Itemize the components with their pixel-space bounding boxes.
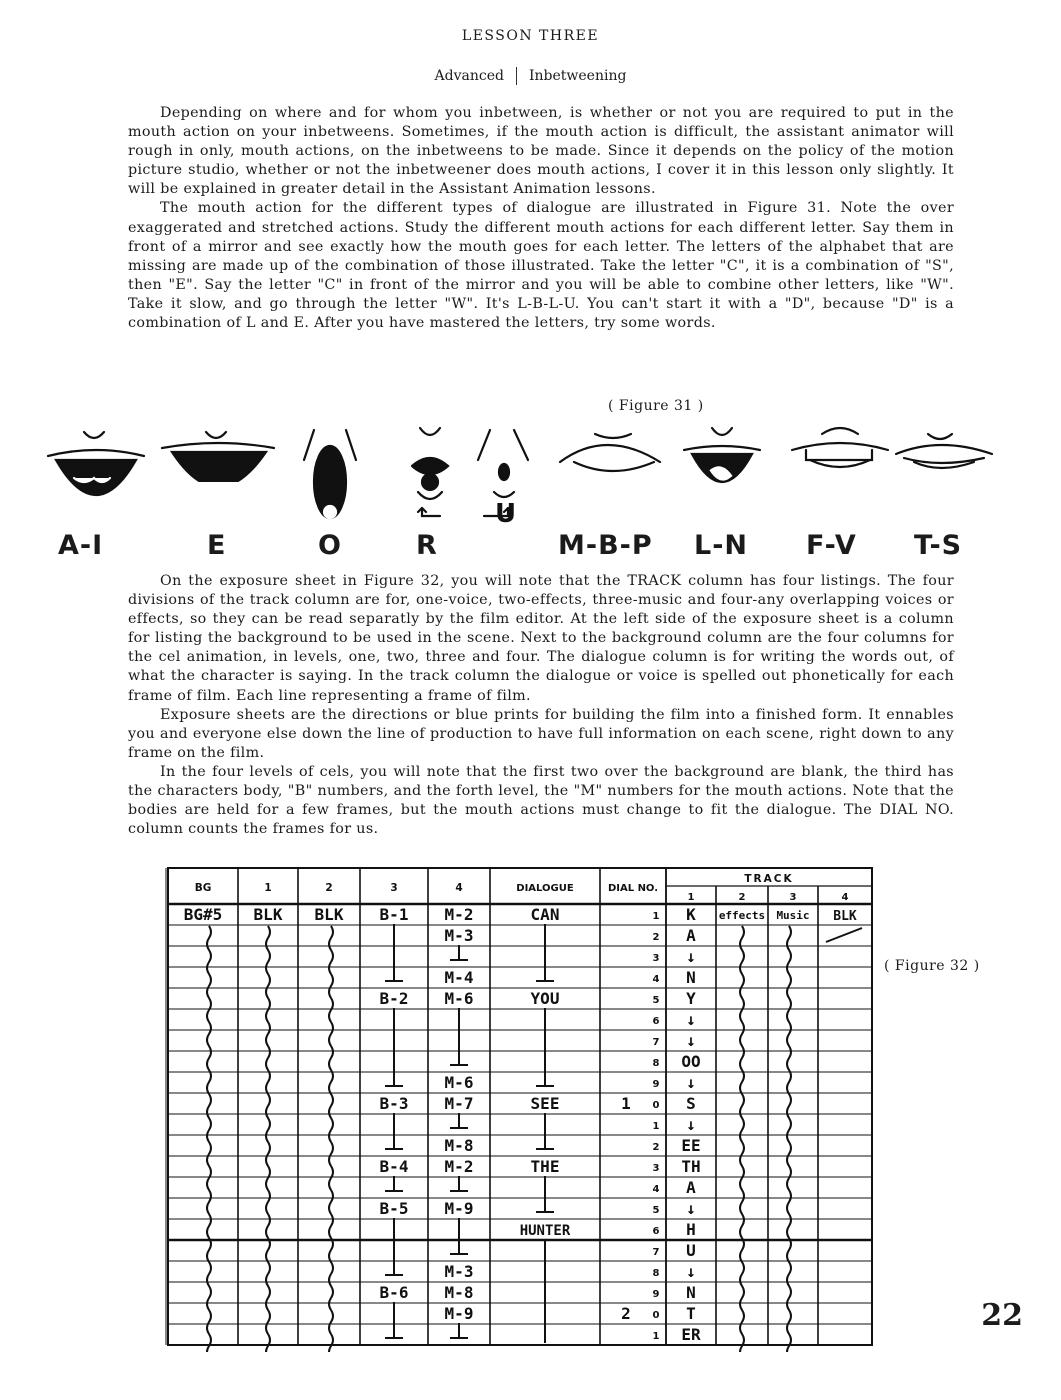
page-number: 22: [981, 1298, 1023, 1333]
track-subheader: 4: [841, 892, 849, 903]
cell-text: M-3: [444, 926, 474, 945]
cell-text: M-2: [444, 905, 474, 924]
track-voice: ER: [681, 1325, 701, 1344]
frame-number: 7: [652, 1037, 660, 1048]
mouth-t-s-icon: [896, 434, 992, 468]
track-voice: N: [686, 968, 696, 987]
body-text-bottom: [128, 572, 954, 839]
track-voice: ↓: [686, 1199, 696, 1218]
mouth-o-icon: [304, 430, 356, 518]
letter-label: R: [416, 530, 438, 561]
frame-number: 5: [652, 1205, 660, 1216]
mouth-m-b-p-icon: [560, 434, 660, 471]
letter-label: O: [318, 530, 342, 561]
cell-text: M-8: [444, 1283, 474, 1302]
cell-text: YOU: [530, 989, 560, 1008]
frame-number: 4: [652, 1184, 660, 1195]
cell-text: B-5: [379, 1199, 409, 1218]
track-voice: A: [686, 1178, 696, 1197]
cell-text: B-6: [379, 1283, 409, 1302]
cell-text: SEE: [530, 1094, 560, 1113]
frame-number: 1: [652, 911, 660, 922]
frame-number: 3: [652, 1163, 660, 1174]
paragraph: Depending on where and for whom you inbetween, is whether or not you are required to put in the mouth action on your inbetweens. Sometimes, if the mouth action is difficult, the assistant animator will rough in only, mouth actions, on the inbetweens to be made. Since it depends on the policy of the motion picture studio, whether or not the inbetweener does mouth actions, I cover it in this lesson only slightly. It will be explained in greater detail in the Assistant Animation lessons.: [128, 105, 954, 198]
track-voice: ↓: [686, 1073, 696, 1092]
lesson-subtitle: [0, 67, 1061, 85]
cell-text: B-4: [379, 1157, 409, 1176]
mouth-a-i-icon: [48, 432, 144, 495]
track-voice: ↓: [686, 1010, 696, 1029]
frame-number: 7: [652, 1247, 660, 1258]
frame-number: 2: [652, 1142, 660, 1153]
cell-text: M-8: [444, 1136, 474, 1155]
cell-text: M-9: [444, 1199, 474, 1218]
figure-31-caption: ( Figure 31 ): [608, 398, 704, 414]
column-header: 3: [390, 882, 398, 894]
track-voice: ↓: [686, 1115, 696, 1134]
track-voice: ↓: [686, 947, 696, 966]
subtitle-divider: [516, 67, 517, 85]
track-voice: A: [686, 926, 696, 945]
paragraph: In the four levels of cels, you will note that the first two over the background are blank, the third has the characters body, "B" numbers, and the forth level, the "M" numbers for the mouth actions. Note that the bodies are held for a few frames, but the mouth actions must change to fit the dialogue. The DIAL NO. column counts the frames for us.: [128, 763, 954, 838]
cell-text: B-3: [379, 1094, 409, 1113]
level1-hold-line: [266, 926, 270, 1352]
column-header: BG: [194, 882, 212, 894]
frame-number: 3: [652, 953, 660, 964]
u-label: U: [495, 499, 517, 529]
frame-number: 8: [652, 1268, 660, 1279]
track-voice: H: [686, 1220, 696, 1239]
column-header: 2: [325, 882, 333, 894]
effects-hold-line: [740, 926, 744, 1352]
overlap-strike: [826, 928, 862, 942]
column-header: DIALOGUE: [516, 883, 574, 894]
frame-number: 5: [652, 995, 660, 1006]
track-voice: T: [686, 1304, 696, 1323]
body-text-top: [128, 104, 954, 333]
mouth-e-icon: [162, 432, 274, 489]
frame-mark: 2: [621, 1304, 631, 1323]
cell-text: M-4: [444, 968, 474, 987]
track-header: TRACK: [744, 873, 794, 885]
music-hold-line: [787, 926, 791, 1352]
frame-number: 6: [652, 1226, 660, 1237]
frame-number: 1: [652, 1121, 660, 1132]
track-voice: TH: [681, 1157, 701, 1176]
track-voice: ↓: [686, 1031, 696, 1050]
track-subheader: 1: [687, 892, 695, 903]
track-voice: U: [686, 1241, 696, 1260]
paragraph: On the exposure sheet in Figure 32, you will note that the TRACK column has four listings. The four divisions of the track column are for, one-voice, two-effects, three-music and four-any overlapping voices or effects, so they can be read separatly by the film editor. At the left side of the exposure sheet is a column for listing the background to be used in the scene. Next to the background column are the four columns for the cel animation, in levels, one, two, three and four. The dialogue column is for writing the words out, of what the character is saying. In the track column the dialogue or voice is spelled out phonetically for each frame of film. Each line representing a frame of film.: [128, 573, 954, 704]
frame-number: 0: [652, 1310, 660, 1321]
track-overlap: BLK: [833, 909, 857, 924]
frame-number: 1: [652, 1331, 660, 1342]
letter-label: A-I: [58, 530, 104, 561]
frame-number: 4: [652, 974, 660, 985]
letter-label: T-S: [914, 530, 963, 561]
track-voice: OO: [681, 1052, 701, 1071]
exposure-sheet: [164, 862, 876, 1352]
cell-text: HUNTER: [519, 1223, 571, 1239]
figure-32-caption: ( Figure 32 ): [884, 958, 980, 974]
track-music: Music: [776, 909, 810, 922]
cell-text: THE: [530, 1157, 560, 1176]
frame-number: 0: [652, 1100, 660, 1111]
letter-label: F-V: [806, 530, 857, 561]
mouth-r-icon: [412, 428, 448, 516]
frame-number: 2: [652, 932, 660, 943]
track-subheader: 3: [789, 892, 797, 903]
lesson-title: LESSON THREE: [461, 28, 600, 44]
column-header: DIAL NO.: [607, 883, 659, 894]
cell-text: B-2: [379, 989, 409, 1008]
track-voice: ↓: [686, 1262, 696, 1281]
letter-label: M-B-P: [558, 530, 653, 561]
mouth-f-v-icon: [792, 428, 888, 467]
frame-mark: 1: [621, 1094, 631, 1113]
mouth-l-n-icon: [684, 428, 760, 482]
track-voice: EE: [681, 1136, 701, 1155]
track-subheader: 2: [738, 892, 746, 903]
cell-text: M-3: [444, 1262, 474, 1281]
subtitle-topic: Inbetweening: [528, 68, 627, 84]
bg-hold-line: [207, 926, 211, 1352]
cell-text: M-2: [444, 1157, 474, 1176]
subtitle-level: Advanced: [434, 68, 504, 84]
cell-text: BG#5: [183, 905, 223, 924]
frame-number: 8: [652, 1058, 660, 1069]
track-voice: N: [686, 1283, 696, 1302]
table-frame: [168, 868, 872, 1345]
track-voice: Y: [686, 989, 696, 1008]
letter-label: L-N: [694, 530, 749, 561]
frame-number: 6: [652, 1016, 660, 1027]
cell-text: BLK: [253, 905, 283, 924]
cell-text: B-1: [379, 905, 409, 924]
track-effects: effects: [718, 909, 766, 922]
letter-label: E: [207, 530, 227, 561]
level2-hold-line: [329, 926, 333, 1352]
cell-text: BLK: [314, 905, 344, 924]
track-voice: S: [686, 1094, 696, 1113]
cell-text: M-6: [444, 989, 474, 1008]
column-header: 1: [264, 882, 272, 894]
cell-text: M-6: [444, 1073, 474, 1092]
cell-text: CAN: [530, 905, 560, 924]
paragraph: Exposure sheets are the directions or blue prints for building the film into a finished form. It ennables you and everyone else down the line of production to have full information on each scene, right down to any frame on the film.: [128, 706, 954, 761]
track-voice: K: [686, 905, 696, 924]
column-header: 4: [455, 882, 463, 894]
frame-number: 9: [652, 1079, 660, 1090]
cell-text: M-9: [444, 1304, 474, 1323]
frame-number: 9: [652, 1289, 660, 1300]
paragraph: The mouth action for the different types of dialogue are illustrated in Figure 31. Note the over exaggerated and stretched actions. Study the different mouth actions for each different letter. Say them in front of a mirror and see exactly how the mouth goes for each letter. The letters of the alphabet that are missing are made up of the combination of those illustrated. Take the letter "C", it is a combination of "S", then "E". Say the letter "C" in front of the mirror and you will be able to combine other letters, like "W". Take it slow, and go through the letter "W". It's L-B-L-U. You can't start it with a "D", because "D" is a combination of L and E. After you have mastered the letters, try some words.: [128, 200, 954, 332]
cell-text: M-7: [444, 1094, 474, 1113]
mouth-shapes-figure: [40, 420, 1040, 570]
